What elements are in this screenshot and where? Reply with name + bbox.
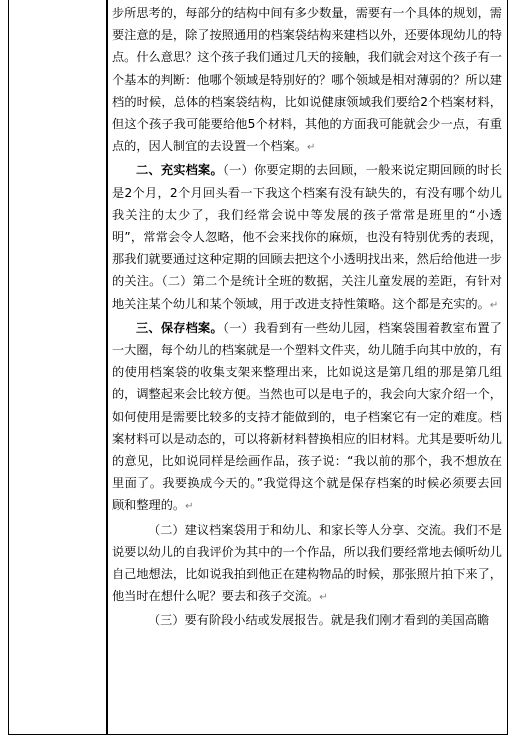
paragraph-5 [112,609,502,631]
section-heading: 二、充实档案。 [136,163,223,178]
paragraph-4 [112,519,502,610]
table-border-left [8,0,9,735]
paragraph-text: （一）我看到有一些幼儿园，档案袋围着教室布置了一大圈，每个幼儿的档案就是一个塑料文件夹，幼儿随手向其中放的，有的使用档案袋的收集支架来整理出来，比如说这是第几组的那是第几组的，调整起来会比较方便。当然也可以是电子的，我会向大家介绍一个，如何使用是需要比较多的支持才能做到的，电子档案它有一定的难度。档案材料可以是动态的，可以将新材料替换相应的旧材料。尤其是要听幼儿的意见，比如说同样是绘画作品，孩子说：“我以前的那个，我不想放在里面了。我要换成今天的。”我觉得这个就是保存档案的时候必须要去回顾和整理的。 [112,320,502,513]
paragraph-2 [112,159,502,316]
paragraph-mark-icon: ↵ [489,299,499,311]
section-heading: 三、保存档案。 [136,320,223,335]
table-border-bottom [8,734,508,735]
paragraph-text: 步所思考的，每部分的结构中间有多少数量，需要有一个具体的规划，需要注意的是，除了按照通用的档案袋结构来建档以外，还要体现幼儿的特点。什么意思？这个孩子我们通过几天的接触，我们就会对这个孩子有一个基本的判断：他哪个领域是特别好的？哪个领域是相对薄弱的？所以建档的时候，总体的档案袋结构，比如说健康领域我们要给2个档案材料，但这个孩子我可能要给他5个材料，其他的方面我可能就会少一点，有重点的，因人制宜的去设置一个档案。 [112,6,502,154]
paragraph-mark-icon: ↵ [185,501,194,513]
paragraph-text: （三）要有阶段小结或发展报告。就是我们刚才看到的美国高瞻 [148,613,490,628]
paragraph-1 [112,2,502,159]
paragraph-3 [112,317,502,519]
paragraph-text: （一）你要定期的去回顾，一般来说定期回顾的时长是2个月，2个月回头看一下我这个档案有没有缺失的，有没有哪个幼儿我关注的太少了，我们经常会说中等发展的孩子常常是班里的“小透明”，常常会令人忽略，他不会来找你的麻烦，也没有特别优秀的表现，那我们就要通过这种定期的回顾去把这个小透明找出来，然后给他进一步的关注。（二）第二个是统计全班的数据，关注儿童发展的差距，有针对地关注某个幼儿和某个领域，用于改进支持性策略。这个都是充实的。 [112,163,502,311]
paragraph-mark-icon: ↵ [319,592,328,604]
table-content-cell [112,0,502,632]
table-border-middle [106,0,108,735]
table-border-right [507,0,508,735]
paragraph-mark-icon: ↵ [307,142,316,154]
paragraph-text: （二）建议档案袋用于和幼儿、和家长等人分享、交流。我们不是说要以幼儿的自我评价为其中的一个作品，所以我们要经常地去倾听幼儿自己地想法，比如说我拍到他正在建构物品的时候，那张照片拍下来了，他当时在想什么呢？要去和孩子交流。 [112,522,502,604]
